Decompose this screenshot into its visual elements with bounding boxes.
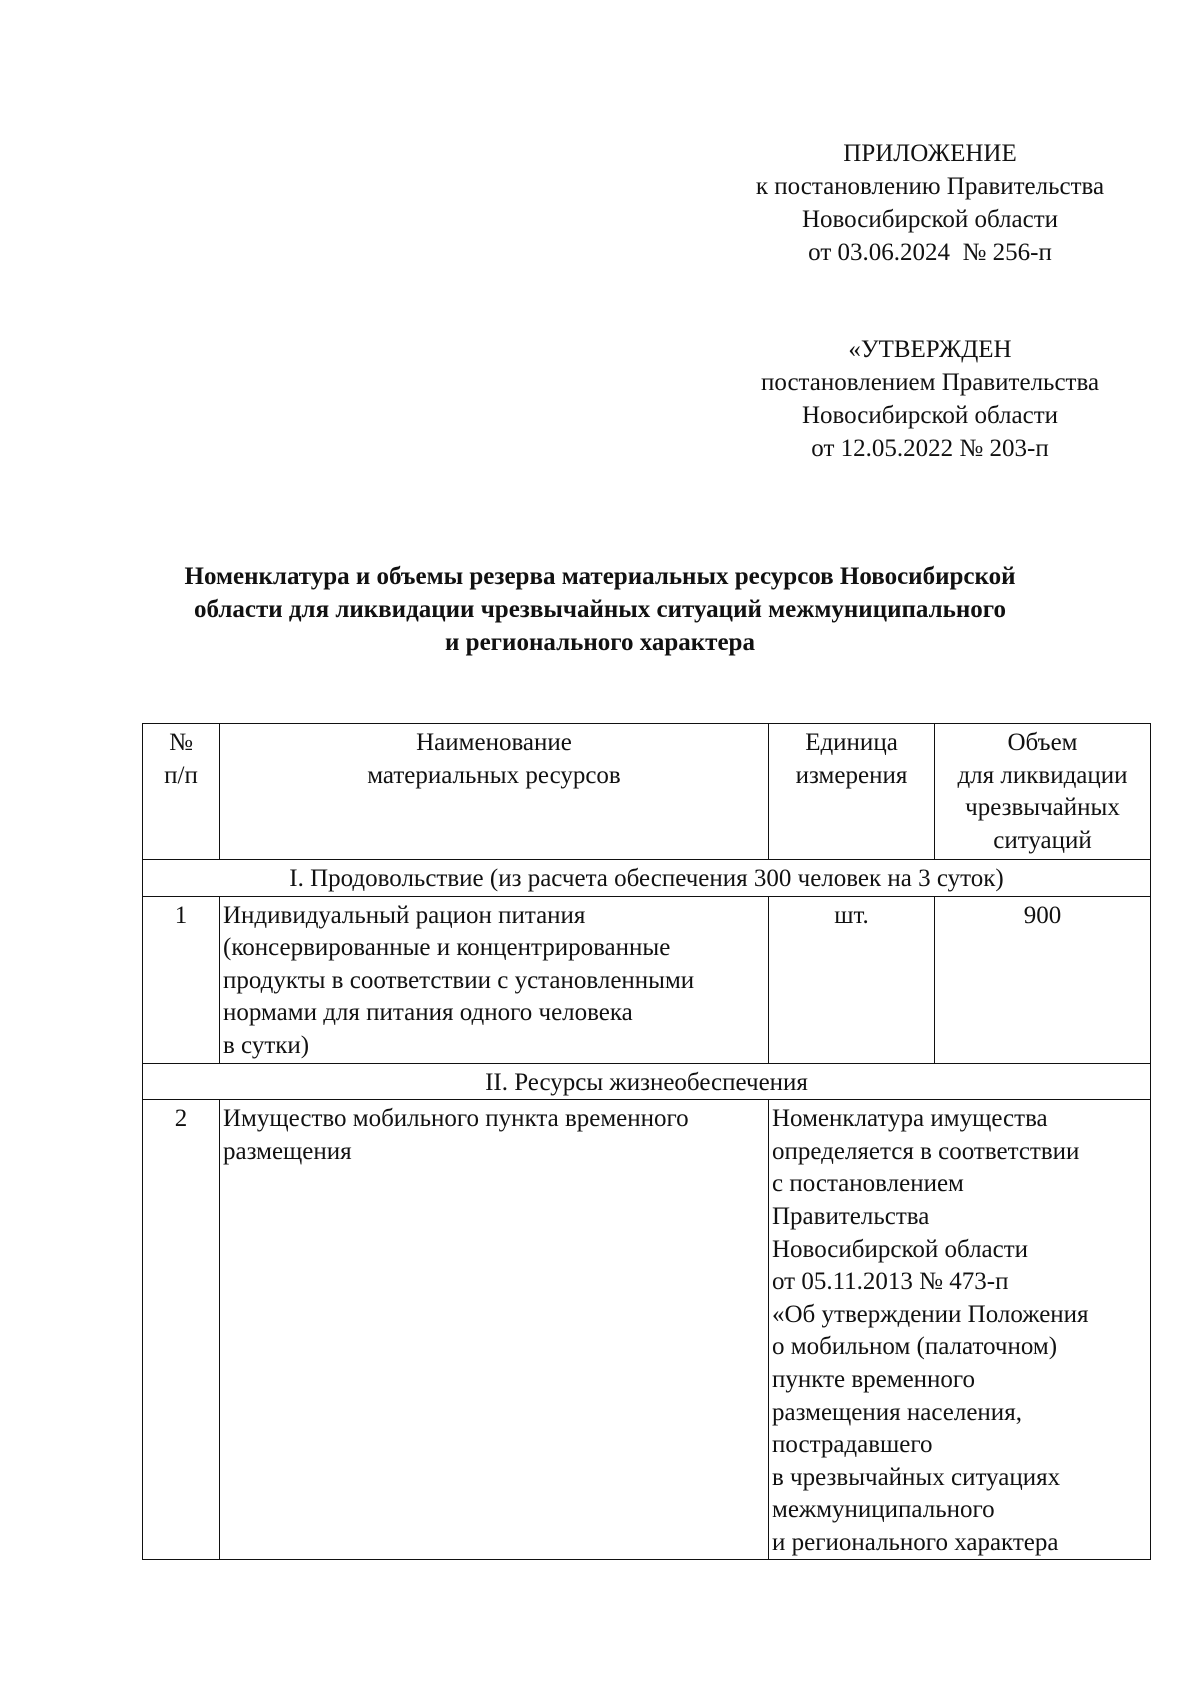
appendix-line: к постановлению Правительства xyxy=(755,173,1105,200)
row-name xyxy=(220,1100,769,1560)
note-line: межмуниципального xyxy=(772,1496,995,1524)
note-line: Правительства xyxy=(772,1202,930,1230)
row-name-line: Индивидуальный рацион питания xyxy=(223,901,586,929)
document-title xyxy=(140,560,1060,659)
header-name-line: материальных ресурсов xyxy=(367,761,621,789)
header-volume-line: ситуаций xyxy=(993,826,1092,854)
document-title-line: и регионального характера xyxy=(445,629,755,656)
note-line: «Об утверждении Положения xyxy=(772,1300,1089,1328)
row-name xyxy=(220,896,769,1063)
section-title: II. Ресурсы жизнеобеспечения xyxy=(143,1063,1151,1100)
header-num-line: п/п xyxy=(164,761,198,789)
appendix-title: ПРИЛОЖЕНИЕ xyxy=(843,140,1017,167)
table-row xyxy=(143,896,1151,1063)
header-unit-line: измерения xyxy=(795,761,908,789)
note-line: в чрезвычайных ситуациях xyxy=(772,1463,1061,1491)
document-title-line: области для ликвидации чрезвычайных ситуаций межмуниципального xyxy=(193,596,1007,623)
row-unit: шт. xyxy=(769,896,935,1063)
note-line: и регионального характера xyxy=(772,1528,1059,1556)
row-volume: 900 xyxy=(935,896,1151,1063)
note-line: размещения населения, xyxy=(772,1398,1022,1426)
appendix-line: Новосибирской области xyxy=(801,206,1059,233)
table-row xyxy=(143,1100,1151,1560)
appendix-block xyxy=(700,137,1160,269)
header-volume-line: Объем xyxy=(1007,729,1078,756)
row-name-line: нормами для питания одного человека xyxy=(223,999,633,1027)
header-num xyxy=(143,724,220,860)
row-name-line: Имущество мобильного пункта временного xyxy=(223,1105,689,1133)
approval-line: постановлением Правительства xyxy=(760,369,1100,396)
section-title: I. Продовольствие (из расчета обеспечения 300 человек на 3 суток) xyxy=(143,860,1151,897)
approval-date-number: от 12.05.2022 № 203-п xyxy=(811,435,1049,462)
note-line: Новосибирской области xyxy=(772,1235,1029,1263)
header-name xyxy=(220,724,769,860)
note-line: пострадавшего xyxy=(772,1431,933,1459)
note-line: от 05.11.2013 № 473-п xyxy=(772,1268,1009,1296)
section-row xyxy=(143,1063,1151,1100)
approval-line: Новосибирской области xyxy=(801,402,1059,429)
approval-title: «УТВЕРЖДЕН xyxy=(848,336,1012,363)
header-unit xyxy=(769,724,935,860)
note-line: о мобильном (палаточном) xyxy=(772,1333,1058,1361)
row-num: 1 xyxy=(143,896,220,1063)
resources-table xyxy=(142,723,1151,1560)
note-line: пункте временного xyxy=(772,1365,976,1393)
row-num: 2 xyxy=(143,1100,220,1560)
note-line: с постановлением xyxy=(772,1170,964,1198)
header-name-line: Наименование xyxy=(416,729,572,756)
approval-block xyxy=(700,333,1160,465)
header-volume-line: чрезвычайных xyxy=(965,794,1120,822)
row-name-line: продукты в соответствии с установленными xyxy=(223,966,695,994)
row-name-line: (консервированные и концентрированные xyxy=(223,934,671,962)
header-unit-line: Единица xyxy=(805,729,898,756)
section-row xyxy=(143,860,1151,897)
header-num-line: № xyxy=(169,729,193,756)
table-header-row xyxy=(143,724,1151,860)
row-name-line: в сутки) xyxy=(223,1031,310,1059)
header-volume-line: для ликвидации xyxy=(957,761,1128,789)
note-line: определяется в соответствии xyxy=(772,1137,1080,1165)
note-line: Номенклатура имущества xyxy=(772,1105,1048,1133)
header-volume xyxy=(935,724,1151,860)
appendix-date-number: от 03.06.2024 № 256-п xyxy=(808,239,1052,266)
row-merged-note xyxy=(769,1100,1151,1560)
document-title-line: Номенклатура и объемы резерва материальных ресурсов Новосибирской xyxy=(184,563,1016,590)
row-name-line: размещения xyxy=(223,1137,352,1165)
